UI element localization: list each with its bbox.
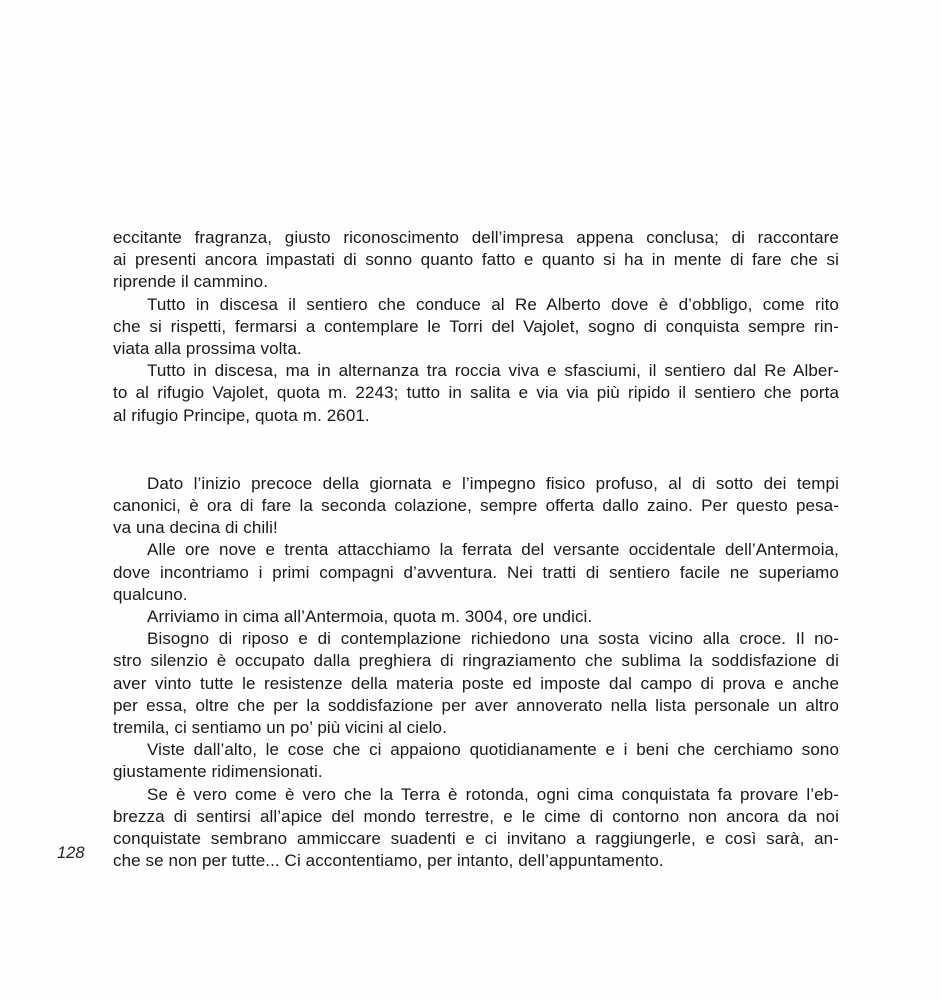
text-line: aver vinto tutte le resistenze della materia poste ed imposte dal campo di prova e anche bbox=[113, 673, 839, 693]
text-line: che se non per tutte... Ci accontentiamo, per intanto, dell’appuntamento. bbox=[113, 851, 664, 871]
text-line: qualcuno. bbox=[113, 584, 188, 604]
text-line: brezza di sentirsi all’apice del mondo terrestre, e le cime di contorno non ancora da noi bbox=[113, 806, 839, 826]
text-line: riprende il cammino. bbox=[113, 272, 269, 292]
text-line: conquistate sembrano ammiccare suadenti e ci invitano a raggiungerle, e così sarà, an- bbox=[113, 829, 839, 849]
text-line: al rifugio Principe, quota m. 2601. bbox=[113, 405, 370, 425]
text-line: Arriviamo in cima all’Antermoia, quota m. 3004, ore undici. bbox=[147, 607, 593, 627]
text-line: Dato l’inizio precoce della giornata e l’impegno fisico profuso, al di sotto dei tempi bbox=[147, 473, 839, 493]
text-line: viata alla prossima volta. bbox=[113, 339, 302, 359]
paragraph bbox=[113, 473, 839, 540]
paragraph bbox=[113, 739, 839, 783]
paragraph bbox=[113, 784, 839, 873]
paragraph bbox=[113, 628, 839, 739]
text-line: Viste dall’alto, le cose che ci appaiono quotidianamente e i beni che cerchiamo sono bbox=[147, 740, 839, 760]
paragraph bbox=[113, 227, 839, 294]
text-line: giustamente ridimensionati. bbox=[113, 762, 323, 782]
text-line: per essa, oltre che per la soddisfazione per aver annoverato nella lista personale un altro bbox=[113, 695, 839, 715]
text-line: tremila, ci sentiamo un po’ più vicini al cielo. bbox=[113, 718, 447, 738]
text-line: Alle ore nove e trenta attacchiamo la ferrata del versante occidentale dell’Antermoia, bbox=[147, 540, 839, 560]
text-line: Se è vero come è vero che la Terra è rotonda, ogni cima conquistata fa provare l’eb- bbox=[147, 784, 839, 804]
text-line: che si rispetti, fermarsi a contemplare le Torri del Vajolet, sogno di conquista sempre rin- bbox=[113, 316, 839, 336]
text-line: eccitante fragranza, giusto riconoscimento dell’impresa appena conclusa; di raccontare bbox=[113, 228, 839, 247]
paragraph bbox=[113, 539, 839, 606]
paragraph bbox=[113, 294, 839, 361]
text-line: va una decina di chili! bbox=[113, 518, 278, 538]
text-line: Tutto in discesa il sentiero che conduce al Re Alberto dove è d’obbligo, come rito bbox=[147, 294, 839, 314]
text-block bbox=[113, 227, 839, 872]
text-line: dove incontriamo i primi compagni d’avventura. Nei tratti di sentiero facile ne superiamo bbox=[113, 562, 839, 582]
page-number: 128 bbox=[57, 844, 85, 862]
paragraph bbox=[113, 606, 839, 628]
text-line: stro silenzio è occupato dalla preghiera di ringraziamento che sublima la soddisfazione di bbox=[113, 651, 839, 671]
paragraph bbox=[113, 360, 839, 427]
text-line: Tutto in discesa, ma in alternanza tra roccia viva e sfasciumi, il sentiero dal Re Alber- bbox=[147, 361, 839, 381]
text-line: Bisogno di riposo e di contemplazione richiedono una sosta vicino alla croce. Il no- bbox=[147, 629, 839, 649]
text-line: to al rifugio Vajolet, quota m. 2243; tutto in salita e via via più ripido il sentiero che porta bbox=[113, 383, 839, 403]
text-line: canonici, è ora di fare la seconda colazione, sempre offerta dallo zaino. Per questo pesa- bbox=[113, 496, 839, 516]
text-line: ai presenti ancora impastati di sonno quanto fatto e quanto si ha in mente di fare che si bbox=[113, 250, 839, 270]
